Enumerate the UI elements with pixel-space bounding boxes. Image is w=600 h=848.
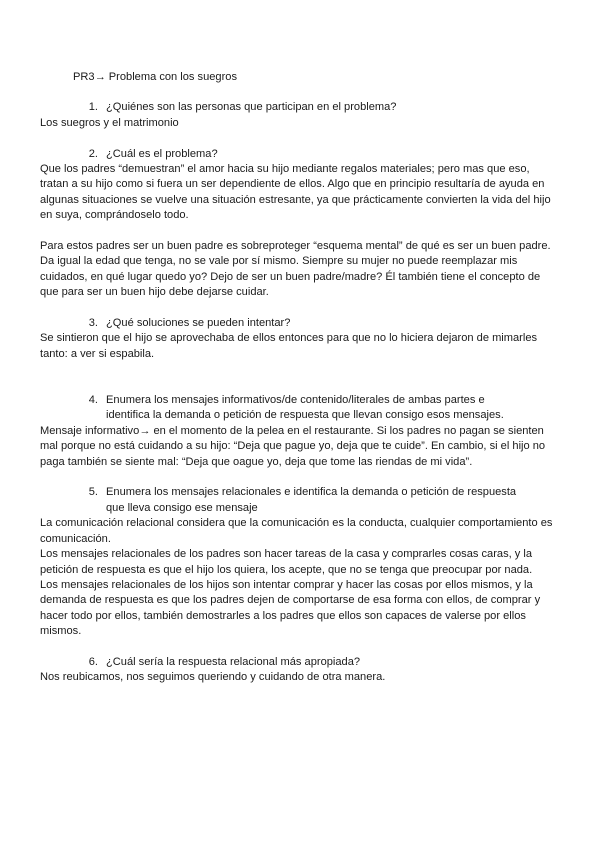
answer-text: Se sintieron que el hijo se aprovechaba de ellos entonces para que no lo hiciera dejaron de mimarles tanto: a ver si espabila.	[40, 332, 538, 360]
question-2	[73, 147, 560, 162]
section-q4	[40, 393, 560, 470]
question-text: Enumera los mensajes relacionales e identifica la demanda o petición de respuesta que lleva consigo ese mensaje	[106, 486, 517, 514]
answer-text: Nos reubicamos, nos seguimos queriendo y cuidando de otra manera.	[40, 671, 386, 684]
answer-paragraph: Los mensajes relacionales de los padres son hacer tareas de la casa y comprarles cosas caras, y la petición de respuesta es que el hijo los quiera, los acepte, que no se tenga que preocupar por nada.	[40, 548, 533, 576]
section-q5	[40, 485, 560, 639]
question-text: ¿Cuál es el problema?	[106, 147, 218, 160]
question-5	[73, 485, 560, 516]
question-number: 4.	[88, 394, 98, 407]
answer-text: Los suegros y el matrimonio	[40, 116, 179, 129]
question-number: 6.	[88, 655, 98, 668]
question-number: 2.	[88, 147, 98, 160]
question-text: Enumera los mensajes informativos/de contenido/literales de ambas partes e identifica la demanda o petición de respuesta que llevan consigo esos mensajes.	[106, 394, 504, 422]
question-1	[73, 100, 560, 115]
question-3	[73, 316, 560, 331]
section-q2	[40, 147, 560, 301]
question-text: ¿Quiénes son las personas que participan en el problema?	[106, 101, 397, 114]
question-text: ¿Qué soluciones se pueden intentar?	[106, 317, 291, 330]
section-q6	[40, 655, 560, 686]
answer-paragraph: Los mensajes relacionales de los hijos son intentar comprar y hacer las cosas por ellos mismos, y la demanda de respuesta es que los padres dejen de comportarse de esa forma con ellos, de comprar y hacer todo por ellos, también demostrarles a los padres que ellos son capaces de valerse por ellos mismos.	[40, 578, 541, 638]
answer-paragraph: Para estos padres ser un buen padre es sobreproteger “esquema mental” de qué es ser un buen padre. Da igual la edad que tenga, no se vale por sí mismo. Siempre su mujer no puede reemplazar mis cuidados, en qué lugar quedo yo? Dejo de ser un buen padre/madre? Él también tiene el concepto de que para ser un buen hijo debe dejarse cuidar.	[40, 240, 551, 299]
answer-paragraph: La comunicación relacional considera que la comunicación es la conducta, cualquier comportamiento es comunicación.	[40, 517, 553, 545]
section-q1	[40, 100, 560, 131]
document-title: PR3→ Problema con los suegros	[73, 71, 238, 83]
question-4	[73, 393, 560, 424]
section-q3	[40, 316, 560, 362]
question-number: 1.	[88, 101, 98, 114]
question-text: ¿Cuál sería la respuesta relacional más apropiada?	[106, 655, 361, 668]
question-number: 3.	[88, 317, 98, 330]
question-6	[73, 655, 560, 670]
answer-paragraph: Que los padres “demuestran” el amor hacia su hijo mediante regalos materiales; pero mas que eso, tratan a su hijo como si fuera un ser dependiente de ellos. Algo que en principio resultaría de ayuda en algunas situaciones se vuelve una situación estresante, ya que prácticamente convierten la vida del hijo en suya, comprándoselo todo.	[40, 163, 551, 222]
answer-text: Mensaje informativo→ en el momento de la pelea en el restaurante. Si los padres no pagan se sienten mal porque no está cuidando a su hijo: “Deja que pague yo, deja que te cuide”. En cambio, si el hijo no paga también se siente mal: “Deja que oague yo, deja que tome las riendas de mi vida”.	[40, 424, 546, 468]
question-number: 5.	[88, 486, 98, 499]
